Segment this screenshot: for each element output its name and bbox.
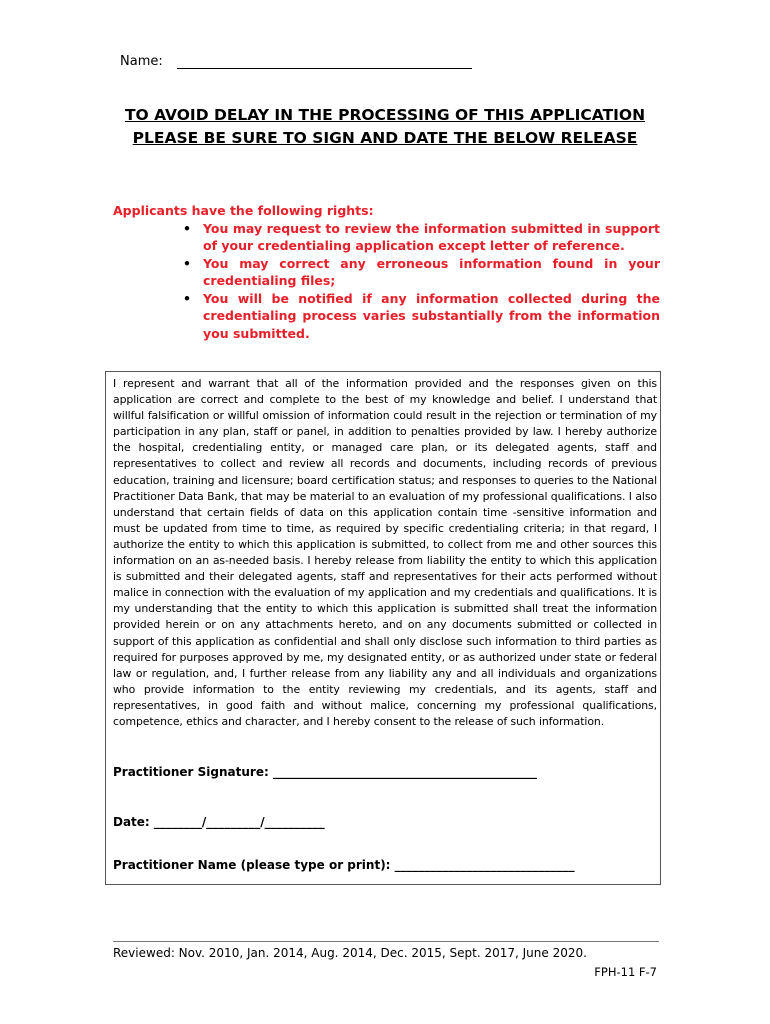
signature-field[interactable]: Practitioner Signature: ____________________________________________ — [113, 765, 537, 779]
rights-item — [113, 255, 660, 290]
bullet-icon: • — [183, 290, 191, 306]
name-label: Name: — [120, 54, 163, 69]
rights-list — [113, 220, 660, 343]
name-row — [120, 54, 472, 69]
form-id: FPH-11 F-7 — [594, 965, 657, 979]
rights-item-text: You will be notified if any information collected during the credentialing process varies substantially from the information you submitted. — [203, 290, 660, 341]
rights-item-text: You may correct any erroneous information found in your credentialing files; — [203, 255, 660, 288]
reviewed-dates: Reviewed: Nov. 2010, Jan. 2014, Aug. 2014, Dec. 2015, Sept. 2017, June 2020. — [113, 946, 587, 960]
name-line[interactable] — [177, 54, 472, 69]
release-text: I represent and warrant that all of the information provided and the responses given on this application are correct and complete to the best of my knowledge and belief. I understand that willful falsification or willful omission of information could result in the rejection or termination of my participation in any plan, staff or panel, in addition to penalties provided by law. I hereby authorize the hospital, credentialing entity, or managed care plan, or its delegated agents, staff and representatives to collect and review all records and documents, including records of previous education, training and licensure; board certification status; and responses to queries to the National Practitioner Data Bank, that may be material to an evaluation of my professional qualifications. I also understand that certain fields of data on this application contain time -sensitive information and must be updated from time to time, as required by specific credentialing criteria; in that regard, I authorize the entity to which this application is submitted, to collect from me and other sources this information on an as-needed basis. I hereby release from liability the entity to which this application is submitted and their delegated agents, staff and representatives for their acts performed without malice in connection with the evaluation of my application and my credentials and qualifications. It is my understanding that the entity to which this application is submitted shall treat the information provided herein or on any attachments hereto, and on any documents submitted or collected in support of this application as confidential and shall only disclose such information to third parties as required for purposes approved by me, my designated entity, or as authorized under state or federal law or regulation, and, I further release from any liability any and all individuals and organizations who provide information to the entity reviewing my credentials, and its agents, staff and representatives, in good faith and without malice, concerning my professional qualifications, competence, ethics and character, and I hereby consent to the release of such information. — [113, 377, 657, 728]
rights-item — [113, 220, 660, 255]
page-title: TO AVOID DELAY IN THE PROCESSING OF THIS APPLICATION PLEASE BE SURE TO SIGN AND DATE THE BELOW RELEASE — [124, 106, 646, 147]
rights-item-text: You may request to review the information submitted in support of your credentialing application except letter of reference. — [203, 220, 660, 253]
practitioner-name-field[interactable]: Practitioner Name (please type or print): ______________________________ — [113, 858, 575, 872]
date-field[interactable]: Date: ________/_________/__________ — [113, 815, 325, 829]
bullet-icon: • — [183, 220, 191, 236]
rights-item — [113, 290, 660, 343]
bullet-icon: • — [183, 255, 191, 271]
applicant-rights — [113, 202, 660, 342]
rights-heading: Applicants have the following rights: — [113, 203, 374, 218]
footer-divider — [113, 941, 659, 942]
